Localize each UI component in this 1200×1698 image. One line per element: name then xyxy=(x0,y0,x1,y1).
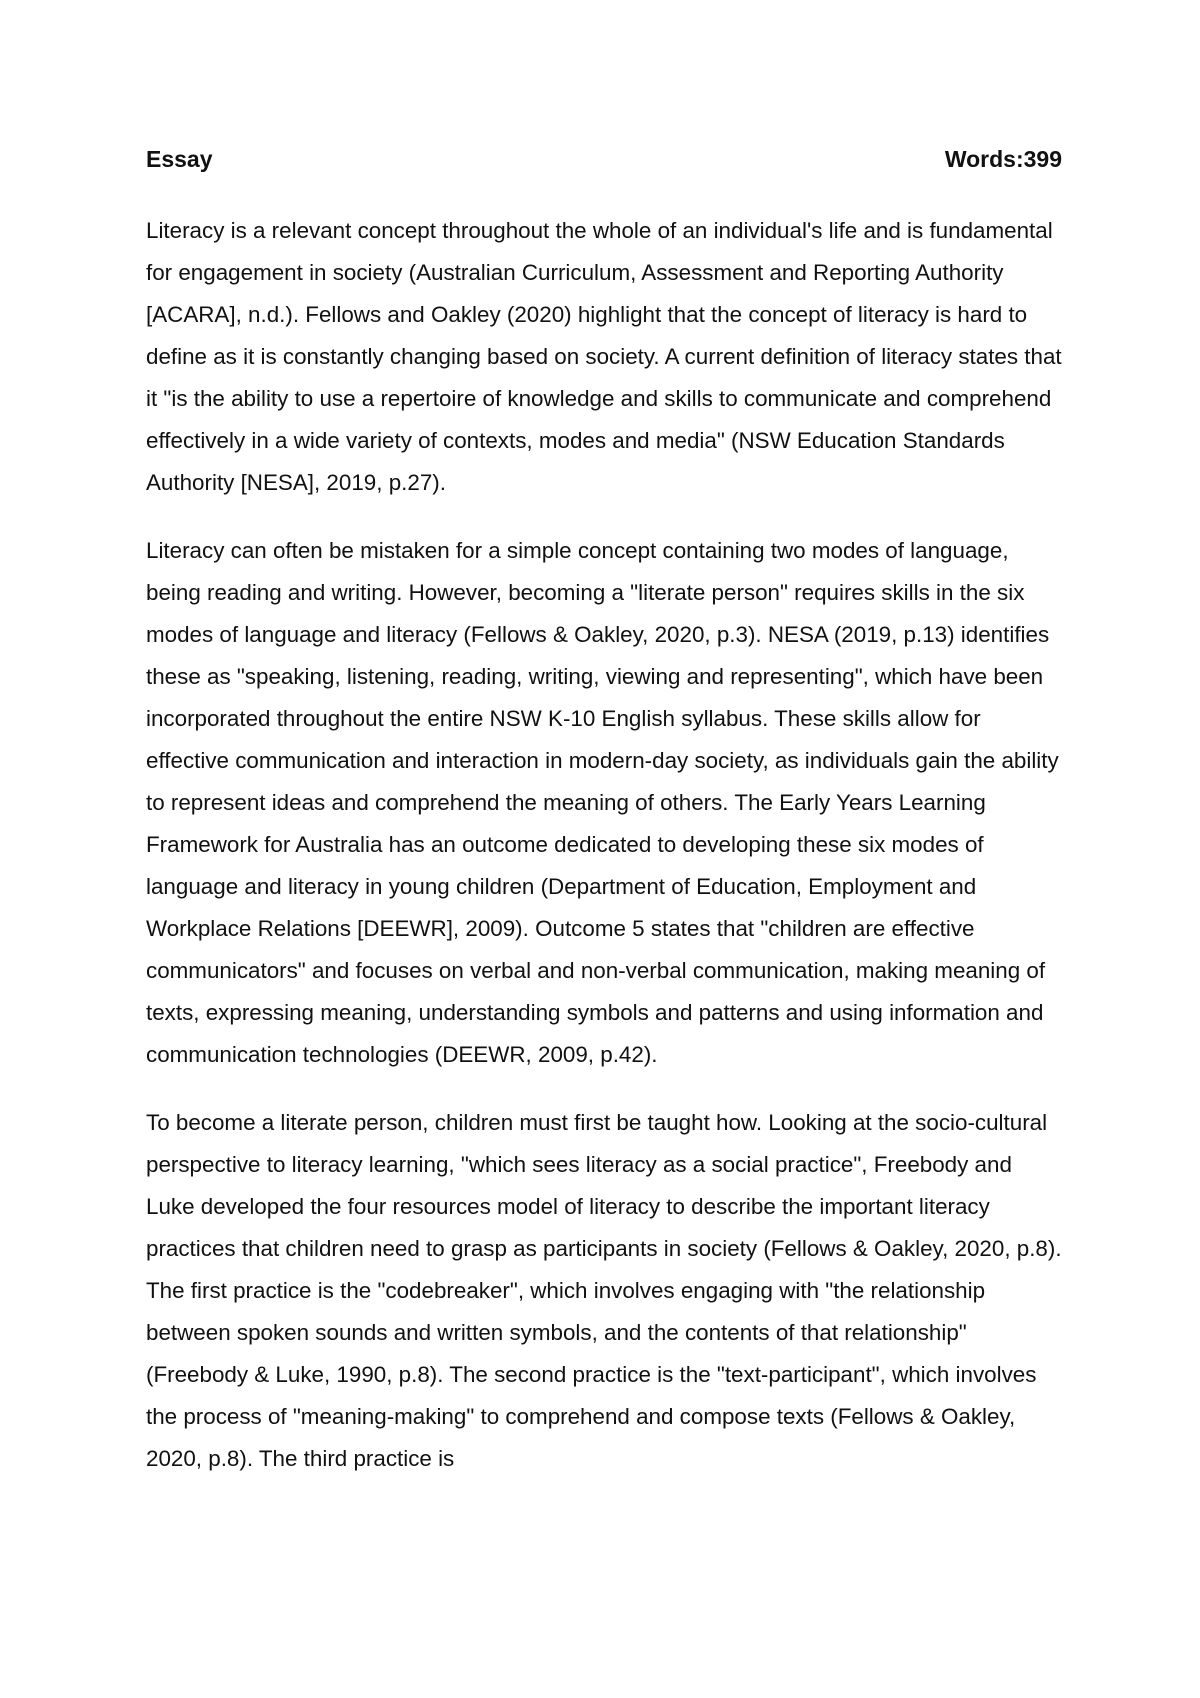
document-header xyxy=(146,144,1062,174)
document-title: Essay xyxy=(146,146,213,172)
essay-body xyxy=(146,210,1062,1506)
paragraph-2: Literacy can often be mistaken for a simple concept containing two modes of language, being reading and writing. However, becoming a "literate person" requires skills in the six modes of language and literacy (Fellows & Oakley, 2020, p.3). NESA (2019, p.13) identifies these as "speaking, listening, reading, writing, viewing and representing", which have been incorporated throughout the entire NSW K-10 English syllabus. These skills allow for effective communication and interaction in modern-day society, as individuals gain the ability to represent ideas and comprehend the meaning of others. The Early Years Learning Framework for Australia has an outcome dedicated to developing these six modes of language and literacy in young children (Department of Education, Employment and Workplace Relations [DEEWR], 2009). Outcome 5 states that "children are effective communicators" and focuses on verbal and non-verbal communication, making meaning of texts, expressing meaning, understanding symbols and patterns and using information and communication technologies (DEEWR, 2009, p.42). xyxy=(146,538,1059,1067)
paragraph-3: To become a literate person, children must first be taught how. Looking at the socio-cultural perspective to literacy learning, "which sees literacy as a social practice", Freebody and Luke developed the four resources model of literacy to describe the important literacy practices that children need to grasp as participants in society (Fellows & Oakley, 2020, p.8). The first practice is the "codebreaker", which involves engaging with "the relationship between spoken sounds and written symbols, and the contents of that relationship" (Freebody & Luke, 1990, p.8). The second practice is the "text-participant", which involves the process of "meaning-making" to comprehend and compose texts (Fellows & Oakley, 2020, p.8). The third practice is xyxy=(146,1110,1062,1471)
paragraph-1: Literacy is a relevant concept throughout the whole of an individual's life and is fundamental for engagement in society (Australian Curriculum, Assessment and Reporting Authority [ACARA], n.d.). Fellows and Oakley (2020) highlight that the concept of literacy is hard to define as it is constantly changing based on society. A current definition of literacy states that it "is the ability to use a repertoire of knowledge and skills to communicate and comprehend effectively in a wide variety of contexts, modes and media" (NSW Education Standards Authority [NESA], 2019, p.27). xyxy=(146,218,1062,495)
word-count: Words:399 xyxy=(944,146,1062,172)
